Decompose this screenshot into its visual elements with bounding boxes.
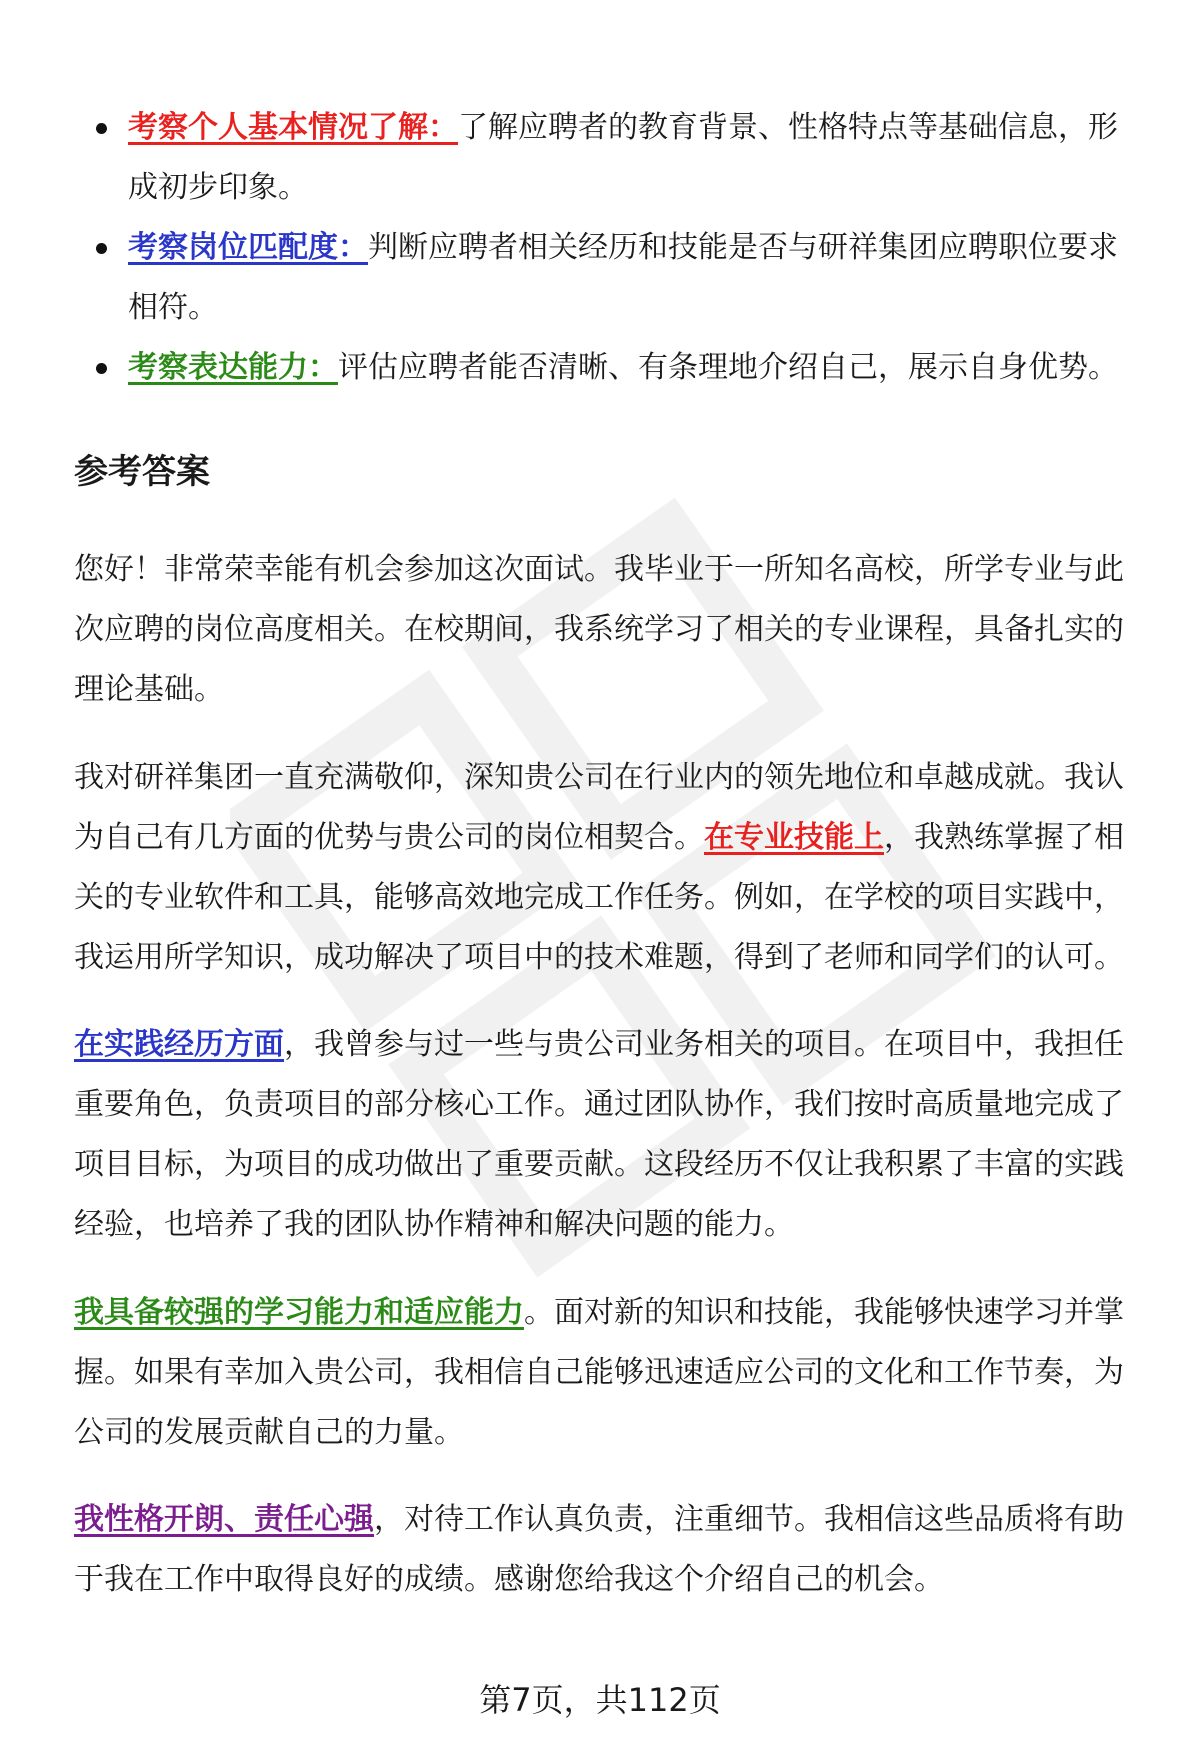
bullet-text: 判断应聘者相关经历和技能是否与研祥集团应聘职位要求相符。: [128, 230, 1118, 325]
paragraph-text: ，我曾参与过一些与贵公司业务相关的项目。在项目中，我担任重要角色，负责项目的部分核心工作。通过团队协作，我们按时高质量地完成了项目目标，为项目的成功做出了重要贡献。这段经历不仅让我积累了丰富的实践经验，也培养了我的团队协作精神和解决问题的能力。: [74, 1027, 1124, 1242]
bullet-dot-icon: [96, 123, 107, 134]
list-item: [96, 218, 1146, 338]
bullet-text: 了解应聘者的教育背景、性格特点等基础信息，形成初步印象。: [128, 110, 1118, 205]
bullet-label: 考察岗位匹配度：: [128, 230, 368, 265]
evaluation-points-list: [96, 98, 1146, 398]
answer-paragraph-3: [74, 1015, 1144, 1255]
bullet-label: 考察表达能力：: [128, 350, 338, 385]
answer-paragraph-2: [74, 748, 1144, 988]
section-title: 参考答案: [74, 452, 210, 492]
bullet-text: 评估应聘者能否清晰、有条理地介绍自己，展示自身优势。: [338, 350, 1118, 385]
page-number-footer: 第7页，共112页: [479, 1681, 721, 1719]
highlight-phrase: 在专业技能上: [704, 820, 884, 855]
paragraph-text: 。面对新的知识和技能，我能够快速学习并掌握。如果有幸加入贵公司，我相信自己能够迅速适应公司的文化和工作节奏，为公司的发展贡献自己的力量。: [74, 1295, 1124, 1450]
bullet-dot-icon: [96, 243, 107, 254]
list-item: [96, 98, 1146, 218]
answer-paragraph-5: [74, 1490, 1144, 1610]
list-item: [96, 338, 1146, 398]
paragraph-text: ，我熟练掌握了相关的专业软件和工具，能够高效地完成工作任务。例如，在学校的项目实践中，我运用所学知识，成功解决了项目中的技术难题，得到了老师和同学们的认可。: [74, 820, 1124, 975]
answer-paragraph-4: [74, 1283, 1144, 1463]
answer-paragraph-1: [74, 540, 1144, 720]
paragraph-text: ，对待工作认真负责，注重细节。我相信这些品质将有助于我在工作中取得良好的成绩。感谢您给我这个介绍自己的机会。: [74, 1502, 1124, 1597]
paragraph-text: 我对研祥集团一直充满敬仰，深知贵公司在行业内的领先地位和卓越成就。我认为自己有几方面的优势与贵公司的岗位相契合。: [74, 760, 1124, 855]
highlight-phrase: 我具备较强的学习能力和适应能力: [74, 1295, 524, 1330]
highlight-phrase: 在实践经历方面: [74, 1027, 284, 1062]
highlight-phrase: 我性格开朗、责任心强: [74, 1502, 374, 1537]
paragraph-text: 您好！非常荣幸能有机会参加这次面试。我毕业于一所知名高校，所学专业与此次应聘的岗位高度相关。在校期间，我系统学习了相关的专业课程，具备扎实的理论基础。: [74, 552, 1124, 707]
bullet-label: 考察个人基本情况了解：: [128, 110, 458, 145]
bullet-dot-icon: [96, 363, 107, 374]
